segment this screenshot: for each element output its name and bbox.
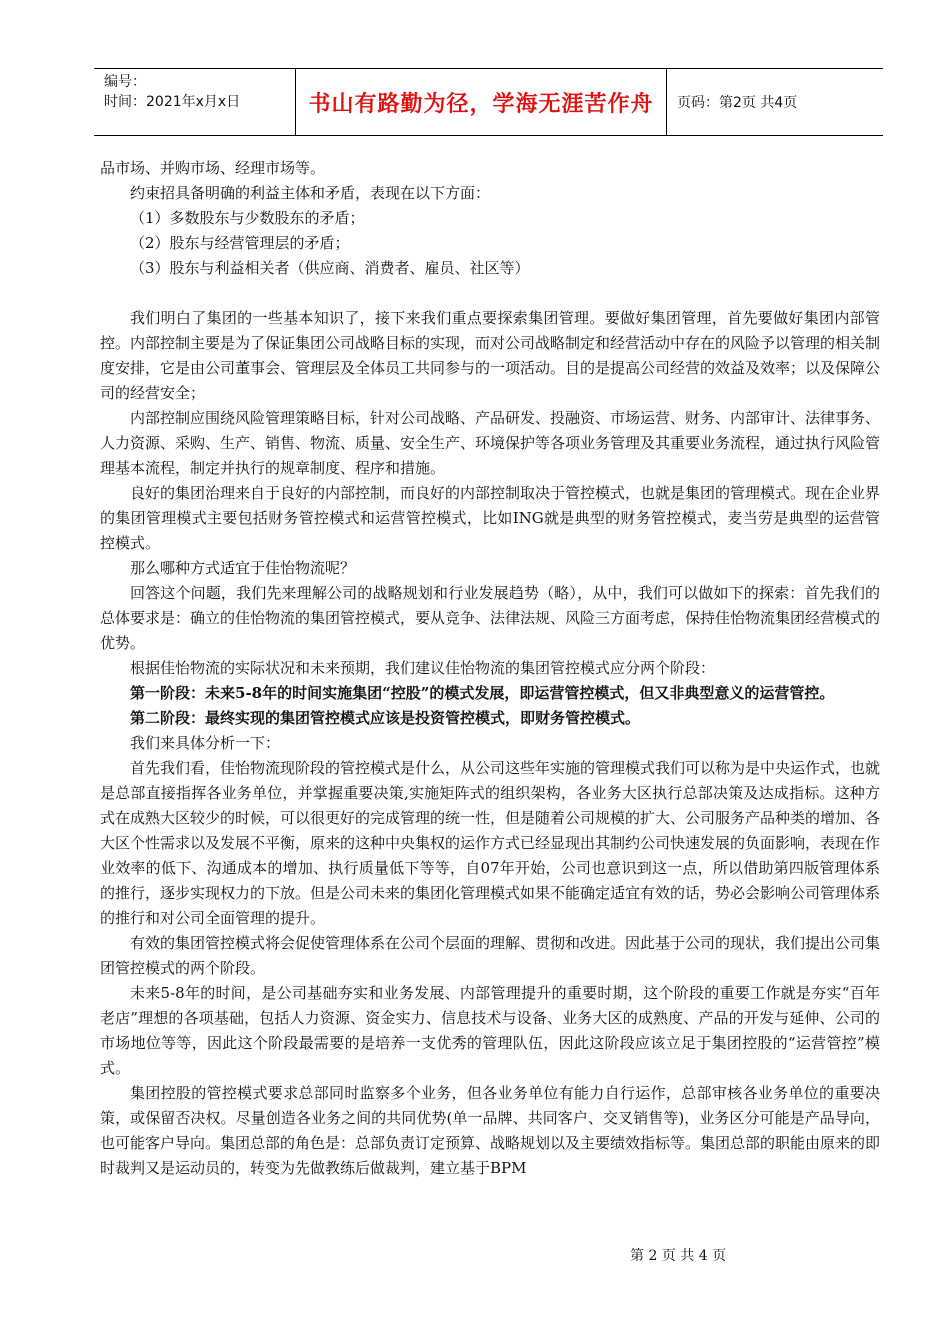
body-paragraph: 集团控股的管控模式要求总部同时监察多个业务，但各业务单位有能力自行运作，总部审核各业务单位的重要决策，或保留否决权。尽量创造各业务之间的共同优势(单一品牌、共同客户、交叉销售等)，业务区分可能是产品导向，也可能客户导向。集团总部的角色是：总部负责订定预算、战略规划以及主要绩效指标等。集团总部的职能由原来的即时裁判又是运动员的，转变为先做教练后做裁判，建立基于BPM [100, 1084, 881, 1177]
body-paragraph: 品市场、并购市场、经理市场等。 [100, 159, 326, 177]
body-paragraph: 首先我们看，佳怡物流现阶段的管控模式是什么，从公司这些年实施的管理模式我们可以称为是中央运作式，也就是总部直接指挥各业务单位，并掌握重要决策,实施矩阵式的组织架构，各业务大区执行总部决策及达成指标。这种方式在成熟大区较少的时候，可以很更好的完成管理的统一性，但是随着公司规模的扩大、公司服务产品种类的增加、各大区个性需求以及发展不平衡，原来的这种中央集权的运作方式已经显现出其制约公司快速发展的负面影响，表现在作业效率的低下、沟通成本的增加、执行质量低下等等，自07年开始，公司也意识到这一点，所以借助第四版管理体系的推行，逐步实现权力的下放。但是公司未来的集团化管理模式如果不能确定适宜有效的话，势必会影响公司管理体系的推行和对公司全面管理的提升。 [100, 759, 881, 927]
body-paragraph: （1）多数股东与少数股东的矛盾； [130, 209, 365, 227]
page-header [94, 68, 883, 136]
document-body [100, 156, 880, 1181]
body-paragraph: 良好的集团治理来自于良好的内部控制，而良好的内部控制取决于管控模式，也就是集团的管理模式。现在企业界的集团管理模式主要包括财务管控模式和运营管控模式，比如ING就是典型的财务管控模式，麦当劳是典型的运营管控模式。 [100, 484, 881, 552]
body-paragraph: 我们来具体分析一下： [130, 734, 281, 752]
header-motto: 书山有路勤为径，学海无涯苦作舟 [295, 69, 667, 135]
body-paragraph: 约束招具备明确的利益主体和矛盾，表现在以下方面： [130, 184, 491, 202]
body-paragraph: （2）股东与经营管理层的矛盾； [130, 234, 350, 252]
body-paragraph: 那么哪种方式适宜于佳怡物流呢？ [130, 559, 356, 577]
body-paragraph: 第二阶段：最终实现的集团管控模式应该是投资管控模式，即财务管控模式。 [130, 709, 641, 727]
page-footer: 第 2 页 共 4 页 [630, 1248, 727, 1264]
body-paragraph: （3）股东与利益相关者（供应商、消费者、雇员、社区等） [130, 259, 530, 277]
document-number-label: 编号： [104, 74, 146, 90]
body-paragraph: 根据佳怡物流的实际状况和未来预期，我们建议佳怡物流的集团管控模式应分两个阶段： [130, 659, 716, 677]
body-paragraph: 第一阶段：未来5-8年的时间实施集团“控股”的模式发展，即运营管控模式，但又非典型意义的运营管控。 [130, 684, 835, 702]
body-paragraph: 内部控制应围绕风险管理策略目标，针对公司战略、产品研发、投融资、市场运营、财务、内部审计、法律事务、人力资源、采购、生产、销售、物流、质量、安全生产、环境保护等各项业务管理及其重要业务流程，通过执行风险管理基本流程，制定并执行的规章制度、程序和措施。 [100, 409, 881, 477]
header-meta [94, 69, 295, 135]
body-paragraph: 有效的集团管控模式将会促使管理体系在公司个层面的理解、贯彻和改进。因此基于公司的现状，我们提出公司集团管控模式的两个阶段。 [100, 934, 881, 977]
document-time-label: 时间：2021年x月x日 [104, 94, 241, 110]
body-paragraph: 我们明白了集团的一些基本知识了，接下来我们重点要探索集团管理。要做好集团管理，首先要做好集团内部管控。内部控制主要是为了保证集团公司战略目标的实现，而对公司战略制定和经营活动中存在的风险予以管理的相关制度安排，它是由公司董事会、管理层及全体员工共同参与的一项活动。目的是提高公司经营的效益及效率；以及保障公司的经营安全； [100, 309, 881, 402]
header-page-info: 页码：第2页 共4页 [677, 95, 798, 111]
body-paragraph: 回答这个问题，我们先来理解公司的战略规划和行业发展趋势（略），从中，我们可以做如下的探索：首先我们的总体要求是：确立的佳怡物流的集团管控模式，要从竞争、法律法规、风险三方面考虑，保持佳怡物流集团经营模式的优势。 [100, 584, 881, 652]
body-paragraph: 未来5-8年的时间，是公司基础夯实和业务发展、内部管理提升的重要时期，这个阶段的重要工作就是夯实“百年老店”理想的各项基础，包括人力资源、资金实力、信息技术与设备、业务大区的成熟度、产品的开发与延伸、公司的市场地位等等，因此这个阶段最需要的是培养一支优秀的管理队伍，因此这阶段应该立足于集团控股的“运营管控”模式。 [100, 984, 880, 1077]
